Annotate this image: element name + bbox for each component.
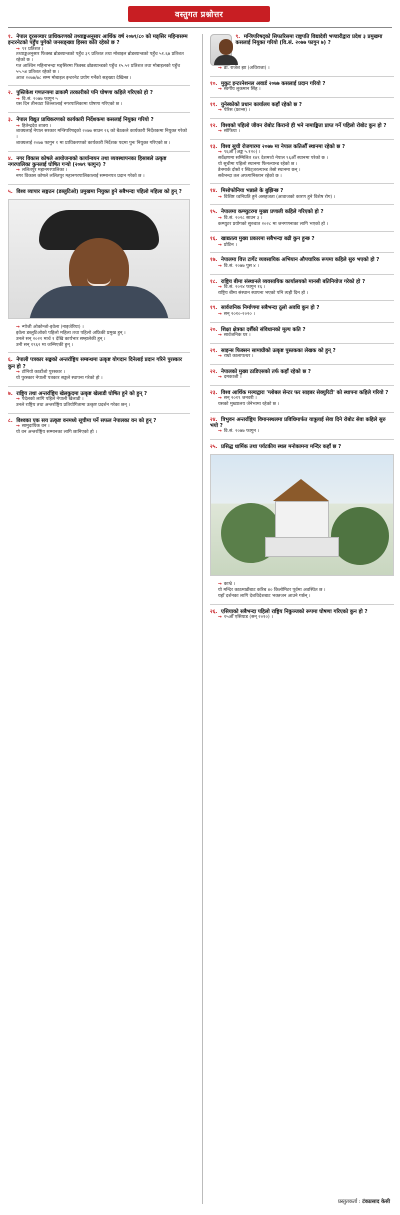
answer [218,87,394,93]
answer-marker: → [218,242,222,248]
question-item [210,327,394,339]
answer-marker: → [218,332,222,338]
question-number: १४. [210,188,218,195]
question-item [210,369,394,381]
question-number: २१. [210,347,218,354]
right-column [210,34,394,625]
question-text: मिसोफोनिया भन्नाले के बुझिन्छ ? [221,188,284,195]
bullet-text: यो मन्दिर काठमाडौंबाट करिब ४० किलोमिटर पूर्वमा अवस्थित छ । [218,588,326,594]
question-item [8,189,190,348]
answer [218,264,394,270]
answer-text: सन् २०१०-२०२० । [223,311,255,317]
question-text: विश्व सूची रोजगारमा २०७७ मा नेपाल कतिऔँ स्थानमा रहेको छ ? [221,144,345,151]
question-number: १०. [210,80,218,87]
separator [210,204,394,205]
bullet-text: सर्वेक्षणमा सम्मिलित १४९ देशमध्ये नेपाल ९६औँ स्थानमा परेको छ । [218,156,328,162]
answer-marker: → [16,46,20,52]
bullet-text: यसको मुख्यालय जेनेभामा रहेको छ । [218,401,280,407]
bullet-item [218,222,394,228]
question-text: नगर विकास कोषले आयोजनाको कार्यान्वयन तथा व्यवस्थापनका हिसाबले उत्कृष्ट नगरपालिका कुनलाई घोषित गर्‍यो (२०७९ फागुन) ? [8,155,167,169]
answer-marker: → [16,96,20,102]
answer-text: वि.सं. २०२४ फागुन १६ । [223,284,266,290]
answer-marker: → [218,66,222,71]
question-text: विश्वका एक सय उत्कृष्ट वनमध्ये सूचीमा पर्ने सफल नेपालका वन को हुन् ? [16,417,157,424]
question-number: २६. [210,608,218,615]
answer [218,354,394,360]
column-divider [202,34,203,1204]
separator [210,274,394,275]
separator [8,151,190,152]
question-item [8,156,190,180]
question-number: २४. [210,416,218,423]
answer-marker: → [218,129,222,135]
separator [210,385,394,386]
bullet-text: शाक्यलाई नेपाल सरकार मन्त्रिपरिषद्को २०७७ साउन २६ को बैठकले कार्यकारी निर्देशकमा नियुक्त गरेको । [16,129,187,141]
separator [210,118,394,119]
answer-marker: → [218,353,222,359]
bullet-text: नगर विकास कोषले ललितपुर महानगरपालिकालाई सम्मानपत्र प्रदान गरेको छ । [16,174,145,180]
bullet-text: राष्ट्रिय बीमा संस्थान स्थापना भएको पनि त्यही दिन हो । [218,290,309,296]
answer-text: सोफिया । [223,129,240,135]
answer-marker: → [218,87,222,93]
question-item [8,34,190,81]
bullet-text: यहाँ दर्शनका लागि देशविदेशबाट भक्तजन आउने गर्छन् । [218,593,311,599]
answer-text: पैदेलको लागि पहिले नेपाली खेलाडी । [21,396,84,402]
answer-text: राम्रो कालापत्थर । [223,353,254,359]
question-text: मन्त्रिपरिषद्को सिफारिसमा राष्ट्रपति विद्यादेवी भण्डारीद्वारा प्रदेश ३ प्रमुखमा कसलाई नियुक्त गरियो (वि.सं. २०७७ फागुन ७) ? [235,34,383,47]
bullet-text: यो वन अन्तर्राष्ट्रिय सम्मानका लागि छानिएको हो । [16,429,97,435]
answer-text: प्रोटिन । [223,242,237,248]
question-text: राष्ट्रिय तथा अन्तर्राष्ट्रिय खेलकुदमा उत्कृष्ट खेलाडी घोषित हुने को हुन् ? [16,390,147,397]
answer-marker: → [218,375,222,380]
separator [210,412,394,413]
author-credit [338,1197,390,1205]
bullet-text: डेनमार्क दोस्रो र स्विट्जरल्यान्ड तेस्रो स्थानमा छन् । [218,167,301,173]
question-number: १२. [210,122,218,129]
question-number: १५. [210,209,218,216]
answer-text: स्वर्गीय लुकमान सिंह । [223,87,261,93]
answer-marker: → [218,284,222,290]
question-text: नेपाल विद्युत प्राधिकरणको कार्यकारी निर्देशकमा कसलाई नियुक्त गरियो ? [16,117,154,124]
separator [8,352,190,353]
answer-marker: → [16,370,20,376]
separator [210,183,394,184]
question-number: ९. [235,34,241,40]
question-text: नेपालको मुख्य ठाडिएसको तर्फ कहाँ रहेको छ ? [221,368,311,375]
answer-text: ९१ प्रतिशत । [21,46,44,52]
bullet-item [16,430,190,436]
bullet-text: तथ्याङ्कअनुसार फिक्स्ड ब्रोडब्यान्डको पहुँच ३९ प्रतिशत तथा मोबाइल ब्रोडब्यान्डको पहुँच ५१.६७ प्रतिशत रहेको छ । [16,52,184,64]
answer-marker: → [218,215,222,221]
answer-marker: → [218,108,222,114]
bullet-text: यो पुरस्कार नेपाली पत्रकार सङ्घले स्थापना गरेको हो । [16,375,103,381]
avatar [210,34,232,66]
separator [8,386,190,387]
answer-marker: → [16,396,20,402]
answer [218,375,394,381]
bullet-item [16,141,190,147]
separator [210,439,394,440]
answer-marker: → [16,168,20,174]
question-item [210,102,394,114]
bullet-text: शाक्यलाई २०७७ फागुन १ मा प्राधिकरणको कार्यकारी निर्देशक पदमा पुनः नियुक्त गरिएको छ । [16,140,171,146]
question-item [210,81,394,93]
question-text: शिक्षा क्षेत्रका दशैँको संविधानको मूल्य कति ? [221,326,306,333]
bullet-text: गत आश्विन महिनाभन्दा मङ्सिरमा फिक्स्ड ब्रोडब्यान्डको पहुँच १५.५२ प्रतिशत तथा मोबाइलको पहुँच ५५.५४ प्रतिशत रहेको छ । [16,63,181,75]
question-number: २३. [210,389,218,396]
question-text: नेपाली पत्रकार सङ्घको अन्तर्राष्ट्रिय सम्बन्धमा उत्कृष्ट योगदान दिनेलाई प्रदान गरिने पुरस्कार कुन हो ? [8,357,183,370]
page-title: वस्तुगत प्रश्नोत्तर [174,9,224,19]
question-text: पुस्तिकेश गणतन्त्रमा ढाकामै तरकारीको पनि घोषणा कहिले गरिएको हो ? [16,90,153,97]
bullet-item [16,174,190,180]
separator [8,112,190,113]
separator [210,252,394,253]
answer-text: डा. राजेश झा (अधिराजा) । [223,66,270,71]
bullet-item [16,64,190,76]
question-text: साइन्स फिक्सन सामाग्रीको उत्कृष्ट पुस्तकका लेखक को हुन् ? [221,347,336,354]
answer-marker: → [218,429,222,435]
answer-marker: → [218,263,222,269]
question-number: ७. [8,390,13,397]
bullet-text: सबैभन्दा तल अफगानिस्तान रहेको छ । [218,173,282,179]
answer [218,195,394,201]
temple-base-shape [265,537,339,557]
question-item [210,123,394,135]
question-text: युनेस्कोको प्रधान कार्यालय कहाँ रहेको छ ? [221,101,302,108]
question-item [210,390,394,408]
answer-marker: → [218,615,222,621]
question-number: १८. [210,278,218,285]
question-number: १३. [210,144,218,151]
question-item [210,236,394,248]
question-item [210,417,394,435]
question-text: मुकुट इन्टरनेशनल अवार्ड २०७७ कसलाई प्रदान गरियो ? [221,80,326,87]
question-item [8,357,190,381]
answer-text: १५औँ एसियाड (सन् २०१०) । [223,615,273,621]
bullet-text: कम्प्युटर प्रयोगको सुरुवात २०२८ मा जनगणनाका लागि भएको हो । [218,221,329,227]
question-number: ११. [210,101,218,108]
separator [210,343,394,344]
question-item [210,609,394,621]
separator [8,413,190,414]
answer [218,108,394,114]
bullet-text: यो सूचीमा पहिलो स्थानमा फिनल्यान्ड रहेको छ । [218,161,298,167]
bullet-item [218,174,394,180]
question-item [210,444,394,600]
question-item [8,90,190,108]
tree-shape [331,507,389,565]
separator [210,604,394,605]
answer-text: काभ्रे । [223,582,236,588]
question-item [8,391,190,409]
temple-building-shape [275,501,329,539]
question-number: १६. [210,236,218,243]
separator [210,139,394,140]
answer-text: विशिष्ट ध्वनिप्रति हुने असहजता (आवाजको कारण हुने विशेष रोग) । [223,194,336,200]
question-text: विश्व आर्थिक मञ्चद्वारा 'ग्लोबल सेन्टर फर साइबर सेक्युरिटी' को स्थापना कहिले गरियो ? [221,389,389,396]
left-column [8,34,190,439]
separator [8,85,190,86]
answer-text: सामुदायिक वन । [21,423,50,429]
bullet-text: आज २०७७/७८ सम्म मोबाइल इन्टरनेट प्रयोग गर्नेको सङ्ख्या देखिन्छ । [16,75,132,81]
bullet-text: इवेला डब्लुटिओको पहिलो महिला तथा पहिलो अफ्रिकी प्रमुख हुन् । [16,331,126,337]
question-text: नेपाल दूरसञ्चार प्राधिकरणको तथ्याङ्कअनुसार आर्थिक वर्ष २०७९/८० को मङ्सिर महिनासम्म इन्टरनेटको पहुँच पुगेको जनसङ्ख्या हिस्सा कति रहेको छ ? [8,34,188,47]
answer-text: सार्वजनिक घर । [223,332,251,338]
question-text: प्रसिद्ध धार्मिक तथा पर्यटकीय स्थल मनोकामना मन्दिर कहाँ छ ? [221,444,342,451]
shoulders-shape [29,286,169,319]
answer-marker: → [16,423,20,429]
bullet-item [16,102,190,108]
question-item [8,117,190,146]
question-item [210,209,394,227]
question-text: विश्वको पहिलो जीवन रोबोट किरानो ही भने नामाङ्किता प्राप्त गर्ने पहिलो रोबोट कुन हो ? [221,122,387,129]
answer-marker: → [218,582,222,588]
separator [210,76,394,77]
page-header [128,6,270,22]
question-item [210,279,394,297]
answer [218,66,394,72]
question-text: खाद्यतत्व मुख्य प्रकारमा सबैभन्दा बढी कुन हुन्छ ? [221,236,315,243]
answer-text: सन् २०१९ जनवरी । [223,396,257,402]
question-number: ६. [8,357,13,364]
bullet-text: यस दिन तीनवटा जिल्लालाई नगरपालिकामा घोषणा गरिएको छ । [16,102,123,108]
bullet-item [218,402,394,408]
question-text: नेपालमा वित्त टार्गेट व्यवसायिक अभियान औपचारिक रूपमा कहिले सुरु भएको हो ? [221,257,380,264]
question-number: ५. [8,188,13,195]
question-number: १७. [210,257,218,264]
answer-text: वि.सं. २०२८ साउन ३ । [223,215,263,221]
avatar-row [210,34,394,66]
answer [218,129,394,135]
bullet-text: उनले राष्ट्रिय तथा अन्तर्राष्ट्रिय प्रतियोगितामा उत्कृष्ट प्रदर्शन गरेका छन् । [16,402,131,408]
answer-marker: → [218,150,222,156]
separator [210,322,394,323]
bullet-item [16,76,190,82]
answer-text: टोनियो कार्डोजो पुरस्कार । [21,370,65,376]
question-item [210,348,394,360]
question-number: ३. [8,117,13,124]
question-item [210,34,394,72]
question-item [210,144,394,179]
author-name: टंकप्रसाद केसी [362,1199,390,1205]
answer-text: ललितपुर महानगरपालिका । [21,168,68,174]
answer [218,243,394,249]
separator [210,300,394,301]
answer-text: ९६औँ (अङ्क ५.१२०) । [223,150,261,156]
question-text: नेपालमा कम्प्युटरमा मुख्य प्रणाली कहिले गरिएको हो ? [221,209,324,216]
answer-text: वि.सं. २०७७ फागुन ५ [21,96,58,102]
bullet-item [16,343,190,349]
answer-text: न्गोजी ओकोन्जो-इवेला (नाइजेरिया) । [21,325,84,331]
question-number: ८. [8,417,13,424]
bullet-item [16,52,190,64]
question-number: २. [8,90,13,97]
bullet-text: उनले सन् २०२१ मार्च १ देखि कार्यभार सम्हालेकी हुन् । [16,336,106,342]
answer [218,333,394,339]
separator [210,364,394,365]
question-text: राष्ट्रिय बीमा संस्थानले व्यवसायिक कार्यालयको मानसी बतिनियोज गरेको हो ? [221,278,366,285]
answer-marker: → [218,311,222,317]
separator [210,231,394,232]
avatar-question [236,34,395,47]
answer [218,615,394,621]
question-number: २५. [210,444,218,451]
answer-text: पेरिस (फ्रान्स) । [223,108,251,114]
header-divider [8,27,392,28]
question-text: एसियाको सबैभन्दा पहिलो राष्ट्रिय निकुञ्जको रूपमा घोषणा गरिएको कुन हो ? [221,608,368,615]
question-number: २०. [210,326,218,333]
avatar-body-shape [214,55,238,65]
temple-roof-shape [273,479,329,501]
answer-text: वि.सं. २०७७ पुस ४ । [223,263,259,269]
separator [8,184,190,185]
answer-text: वि.सं. २०७७ फागुन । [223,429,260,435]
bullet-item [218,291,394,297]
bullet-item [16,403,190,409]
question-number: ४. [8,155,13,162]
temple-photo [210,454,394,576]
answer-marker: → [218,194,222,200]
separator [210,97,394,98]
question-text: विश्व व्यापार सङ्गठन (डब्लुटिओ) प्रमुखमा नियुक्त हुने सबैभन्दा पहिलो महिला को हुन् ? [16,188,182,195]
answer-text: दमकाजी । [223,375,242,380]
answer-marker: → [16,123,20,129]
answer [218,312,394,318]
answer-text: हितेन्द्रदेव शाक्य । [21,123,52,129]
answer-marker: → [16,325,20,331]
bullet-text: उनी सन् १९६२ मा जन्मिएकी हुन् । [16,342,73,348]
bullet-item [16,376,190,382]
answer [218,429,394,435]
portrait-photo [8,199,190,319]
question-item [210,305,394,317]
bullet-item [16,129,190,141]
question-item [210,257,394,269]
author-label: प्रस्तुतकर्ता : [337,1199,361,1205]
avatar-head-shape [219,39,233,55]
question-text: त्रिभुवन अन्तर्राष्ट्रिय विमानस्थलमा प्रविधिमार्फत यात्रुलाई सेवा दिने रोबोट सेवा कहिले सुरु भयो ? [210,416,386,429]
question-number: २२. [210,368,218,375]
question-item [210,188,394,200]
question-text: सार्वजनिक निर्माणमा सबैभन्दा ठूलो अवधि कुन हो ? [221,305,320,312]
question-number: १. [8,34,13,40]
bullet-item [218,594,394,600]
question-item [8,418,190,436]
answer-marker: → [218,396,222,402]
question-number: १९. [210,305,218,312]
